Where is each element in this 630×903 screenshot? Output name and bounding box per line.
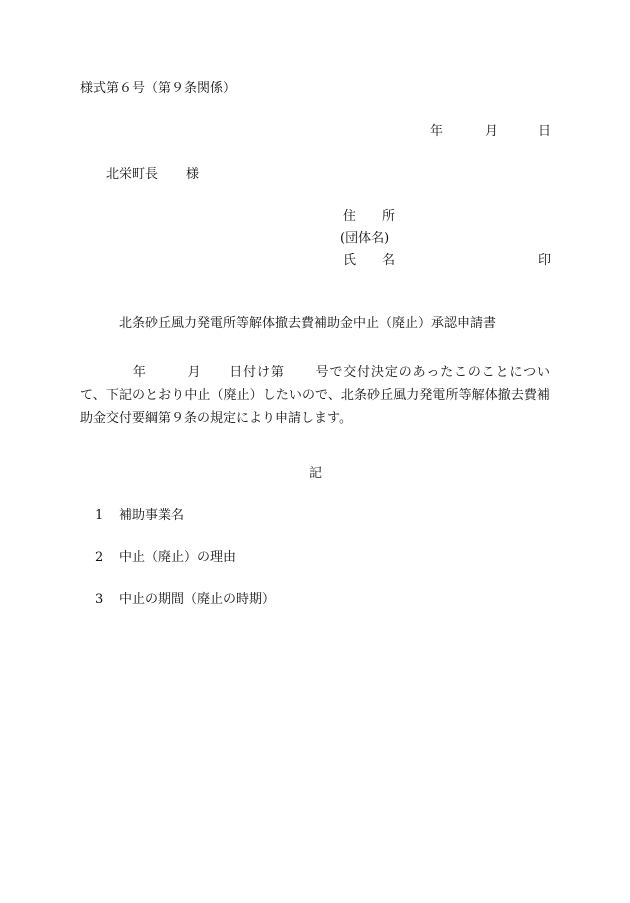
date-month-label: 月	[485, 124, 499, 139]
item-1-label: 補助事業名	[119, 508, 185, 523]
item-2-number: 2	[95, 550, 104, 565]
item-3-label: 中止の期間（廃止の時期）	[119, 592, 276, 607]
item-1-number: 1	[95, 508, 104, 523]
addressee-name: 北栄町長	[106, 167, 159, 182]
body-day-suffix: 日付け第	[228, 365, 285, 380]
body-paragraph	[80, 361, 550, 430]
form-number: 様式第６号（第９条関係）	[80, 81, 237, 96]
addressee-honorific: 様	[186, 167, 200, 182]
body-year-label: 年	[132, 365, 147, 380]
seal-mark: 印	[538, 253, 552, 268]
applicant-org-label: (団体名)	[340, 231, 390, 246]
date-day-label: 日	[538, 124, 552, 139]
document-title: 北条砂丘風力発電所等解体撤去費補助金中止（廃止）承認申請書	[119, 316, 497, 331]
body-number-suffix: 号で交付決定のあったこのことについて、下記のとおり中止（廃止）したいので、北条砂丘風力発電所等解体撤去費補助金交付要綱第９条の規定により申請します。	[80, 365, 550, 426]
ki-heading: 記	[309, 466, 323, 481]
applicant-address-label: 住 所	[343, 209, 396, 224]
date-year-label: 年	[430, 124, 444, 139]
applicant-name-label: 氏 名	[343, 253, 396, 268]
item-2-label: 中止（廃止）の理由	[119, 550, 237, 565]
body-month-label: 月	[186, 365, 202, 380]
item-3-number: 3	[95, 592, 104, 607]
